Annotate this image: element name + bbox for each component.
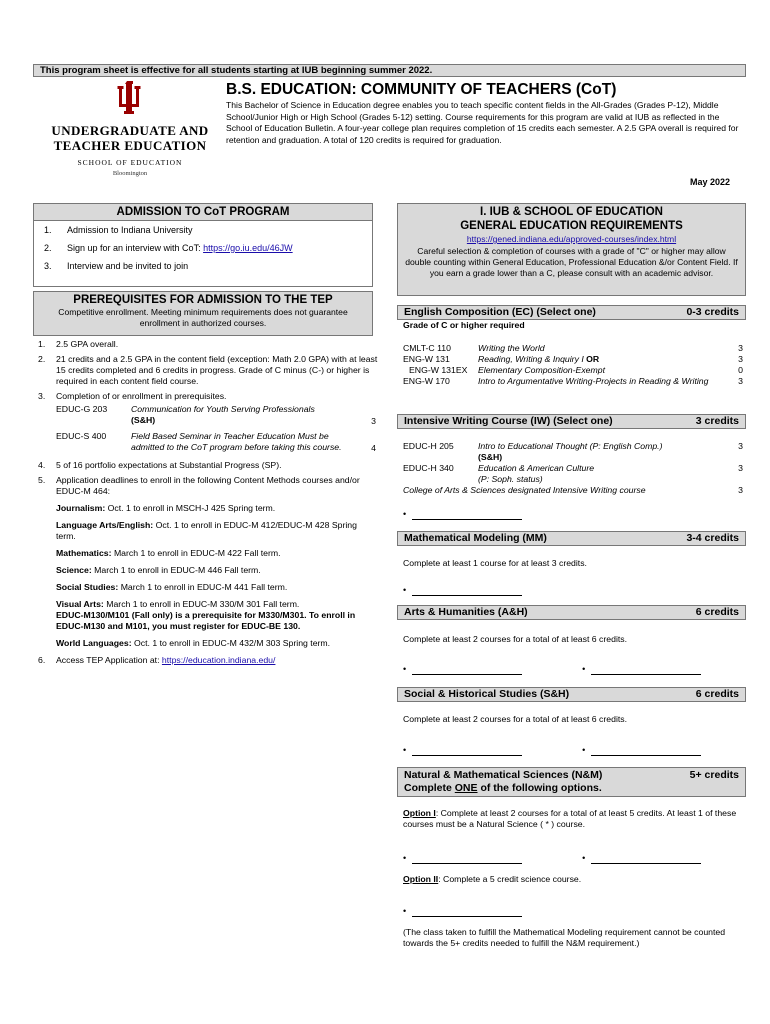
sh-text: Complete at least 2 courses for a total of at least 6 credits. — [403, 714, 628, 724]
logo-line-1: UNDERGRADUATE AND — [51, 123, 209, 139]
iw-course-h340: EDUC-H 340 Education & American Culture (P: Soph. status) 3 — [403, 463, 743, 484]
nm-option-1-blanks[interactable]: • • — [403, 853, 743, 864]
intro-paragraph: This Bachelor of Science in Education degree enables you to teach specific content fields in the All-Grades (Grades P-12), Middle School/Junior High or High School (Grades 5-12) setting. Course requirements for this program are valid at IUB as reflected in the School of Education Bulletin. A four-year college plan requires completion of 15 credits each semester. A 2.5 GPA overall is required for retention and graduation. A total of 120 credits is required for graduation. — [226, 100, 739, 145]
gened-note: Careful selection & completion of courses with a grade of "C" or higher may allow double counting within General Education, Professional Education &/or Content Field. If you earn a grade lower than a C, please consult with an academic advisor. — [405, 246, 738, 278]
prereq-course-s400: EDUC-S 400 Field Based Seminar in Teacher Education Must be admitted to the CoT program before taking this course. 4 — [56, 431, 376, 453]
prereq-item-6: 6. Access TEP Application at: https://education.indiana.edu/ — [38, 655, 276, 665]
ec-header: English Composition (EC) (Select one) 0-3 credits — [397, 305, 746, 320]
prereq-subtitle: Competitive enrollment. Meeting minimum requirements does not guarantee enrollment in authorized courses. — [58, 307, 348, 328]
deadline-mathematics: Mathematics: March 1 to enroll in EDUC-M 422 Fall term. — [56, 548, 281, 558]
iw-course-cas: College of Arts & Sciences designated Intensive Writing course 3 — [403, 485, 743, 495]
sh-header: Social & Historical Studies (S&H) 6 credits — [397, 687, 746, 702]
deadline-world-languages: World Languages: Oct. 1 to enroll in EDUC-M 432/M 303 Spring term. — [56, 638, 331, 648]
iw-course-list — [403, 441, 743, 496]
iw-header: Intensive Writing Course (IW) (Select one) 3 credits — [397, 414, 746, 429]
page-title: B.S. EDUCATION: COMMUNITY OF TEACHERS (CoT) — [226, 81, 617, 98]
ec-course-list — [403, 343, 743, 387]
mm-blank-line[interactable]: • — [403, 585, 743, 596]
deadline-science: Science: March 1 to enroll in EDUC-M 446 Fall term. — [56, 565, 261, 575]
mm-text: Complete at least 1 course for at least 3 credits. — [403, 558, 587, 568]
admission-item-2: 2. Sign up for an interview with CoT: https://go.iu.edu/46JW — [44, 243, 293, 253]
prereq-list — [38, 339, 378, 670]
prereq-course-g203: EDUC-G 203 Communication for Youth Serving Professionals (S&H) 3 — [56, 404, 376, 426]
gened-header — [397, 203, 746, 296]
ec-course-w131ex: ENG-W 131EX Elementary Composition-Exempt 0 — [409, 365, 743, 375]
sh-blank-lines[interactable]: • • — [403, 745, 743, 756]
iu-trident-icon — [115, 80, 145, 114]
effective-date-banner: This program sheet is effective for all students starting at IUB beginning summer 2022. — [33, 64, 746, 77]
cot-interview-link[interactable]: https://go.iu.edu/46JW — [203, 243, 293, 253]
tep-application-link[interactable]: https://education.indiana.edu/ — [161, 655, 276, 665]
gened-title-2: GENERAL EDUCATION REQUIREMENTS — [460, 220, 683, 232]
admission-list — [33, 221, 373, 287]
iw-blank-line[interactable]: • — [403, 509, 743, 520]
prereq-header — [33, 291, 373, 336]
school-logo — [40, 80, 220, 180]
nm-option-1: Option I: Complete at least 2 courses for a total of at least 5 credits. At least 1 of these courses must be a Natural Science ( * ) course. — [403, 808, 737, 829]
prereq-item-1: 1. 2.5 GPA overall. — [38, 339, 119, 349]
gened-title-1: I. IUB & SCHOOL OF EDUCATION — [480, 206, 663, 218]
deadline-social-studies: Social Studies: March 1 to enroll in EDUC-M 441 Fall term. — [56, 582, 288, 592]
deadline-journalism: Journalism: Oct. 1 to enroll in MSCH-J 425 Spring term. — [56, 503, 276, 513]
mm-header: Mathematical Modeling (MM) 3-4 credits — [397, 531, 746, 546]
deadline-language-arts: Language Arts/English: Oct. 1 to enroll in EDUC-M 412/EDUC-M 428 Spring term. — [56, 520, 357, 541]
ec-course-w170: ENG-W 170 Intro to Argumentative Writing-Projects in Reading & Writing 3 — [403, 376, 743, 386]
iw-course-h205: EDUC-H 205 Intro to Educational Thought (P: English Comp.) (S&H) 3 — [403, 441, 743, 462]
logo-campus: Bloomington — [112, 169, 148, 177]
logo-line-2: TEACHER EDUCATION — [53, 138, 207, 154]
ah-blank-lines[interactable]: • • — [403, 664, 743, 675]
prereq-item-3: 3. Completion of or enrollment in prerequisites. — [38, 391, 227, 401]
nm-option-2-blank[interactable]: • — [403, 906, 743, 917]
nm-note: (The class taken to fulfill the Mathematical Modeling requirement cannot be counted towards the 5+ credits needed to fulfill the N&M requirement.) — [403, 927, 726, 948]
nm-header: Natural & Mathematical Sciences (N&M) 5+ credits Complete ONE of the following options. — [397, 767, 746, 797]
gened-approved-courses-link[interactable]: https://gened.indiana.edu/approved-courses/index.html — [466, 234, 677, 244]
prereq-item-2: 2. 21 credits and a 2.5 GPA in the content field (exception: Math 2.0 GPA) with at least 15 credits completed and 6 credits in progress. Grade of C minus (C-) or higher is required in each content field course. — [38, 354, 378, 386]
prereq-item-4: 4. 5 of 16 portfolio expectations at Substantial Progress (SP). — [38, 460, 282, 470]
admission-header: ADMISSION TO CoT PROGRAM — [33, 203, 373, 221]
logo-school: SCHOOL OF EDUCATION — [77, 158, 183, 168]
sheet-date: May 2022 — [690, 177, 731, 187]
deadline-visual-arts: Visual Arts: March 1 to enroll in EDUC-M 330/M 301 Fall term. EDUC-M130/M101 (Fall only) is a prerequisite for M330/M301. To enroll in EDUC-M130 and M101, you must register for EDUC-BE 130. — [56, 599, 356, 631]
ec-course-w131: ENG-W 131 Reading, Writing & Inquiry I OR 3 — [403, 354, 743, 364]
prereq-title: PREREQUISITES FOR ADMISSION TO THE TEP — [73, 294, 333, 306]
ec-grade-note: Grade of C or higher required — [403, 320, 525, 330]
prereq-item-5: 5. Application deadlines to enroll in the following Content Methods courses and/or EDUC-M 464: — [38, 475, 360, 496]
admission-item-3: 3. Interview and be invited to join — [44, 261, 189, 271]
nm-option-2: Option II: Complete a 5 credit science course. — [403, 874, 582, 884]
ah-header: Arts & Humanities (A&H) 6 credits — [397, 605, 746, 620]
ec-course-c110: CMLT-C 110 Writing the World 3 — [403, 343, 743, 353]
ah-text: Complete at least 2 courses for a total of at least 6 credits. — [403, 634, 628, 644]
admission-item-1: 1. Admission to Indiana University — [44, 225, 193, 235]
